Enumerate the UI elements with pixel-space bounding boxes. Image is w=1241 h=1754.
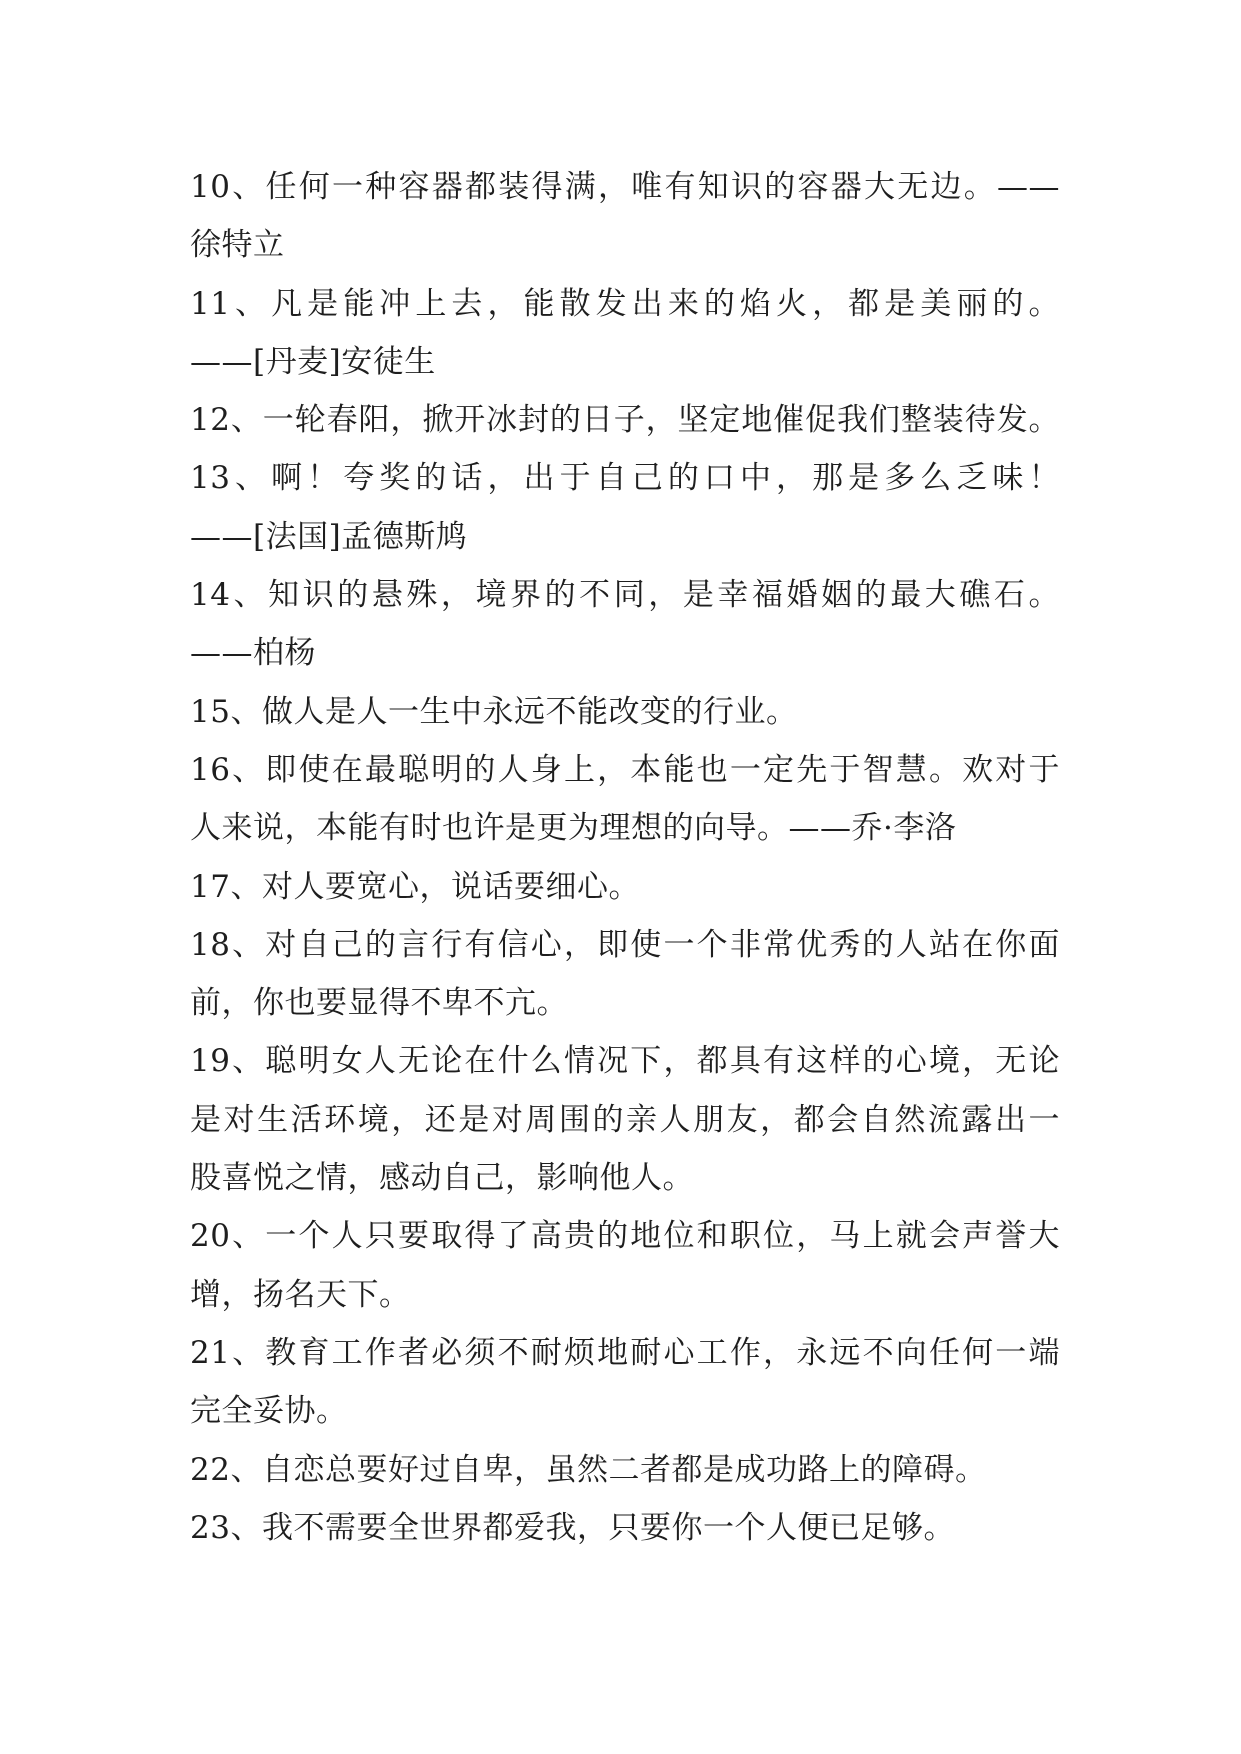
text-line-24: 23、我不需要全世界都爱我，只要你一个人便已足够。 [190, 1509, 955, 1546]
text-line-11: 16、即使在最聪明的人身上，本能也一定先于智慧。欢对于 [190, 751, 1060, 788]
text-line-20: 增，扬名天下。 [190, 1276, 411, 1313]
text-line-17: 是对生活环境，还是对周围的亲人朋友，都会自然流露出一 [190, 1101, 1060, 1138]
text-line-15: 前，你也要显得不卑不亢。 [190, 985, 568, 1022]
text-line-23: 22、自恋总要好过自卑，虽然二者都是成功路上的障碍。 [190, 1451, 987, 1488]
text-line-18: 股喜悦之情，感动自己，影响他人。 [190, 1160, 694, 1197]
text-line-6: 13、啊！夸奖的话，出于自己的口中，那是多么乏味！ [190, 460, 1060, 497]
text-line-22: 完全妥协。 [190, 1393, 348, 1430]
text-line-13: 17、对人要宽心，说话要细心。 [190, 868, 640, 905]
text-line-19: 20、一个人只要取得了高贵的地位和职位，马上就会声誉大 [190, 1218, 1060, 1255]
quote-text-block [190, 158, 1060, 1557]
text-line-21: 21、教育工作者必须不耐烦地耐心工作，永远不向任何一端 [190, 1334, 1060, 1371]
text-line-4: ——[丹麦]安徒生 [190, 343, 436, 380]
text-line-2: 徐特立 [190, 227, 285, 264]
text-line-3: 11、凡是能冲上去，能散发出来的焰火，都是美丽的。 [190, 285, 1060, 322]
text-line-5: 12、一轮春阳，掀开冰封的日子，坚定地催促我们整装待发。 [190, 402, 1060, 439]
text-line-16: 19、聪明女人无论在什么情况下，都具有这样的心境，无论 [190, 1043, 1060, 1080]
text-line-10: 15、做人是人一生中永远不能改变的行业。 [190, 693, 798, 730]
text-line-9: ——柏杨 [190, 635, 316, 672]
text-line-1: 10、任何一种容器都装得满，唯有知识的容器大无边。—— [190, 169, 1060, 205]
text-line-14: 18、对自己的言行有信心，即使一个非常优秀的人站在你面 [190, 926, 1060, 963]
text-line-7: ——[法国]孟德斯鸠 [190, 518, 468, 555]
text-line-12: 人来说，本能有时也许是更为理想的向导。——乔·李洛 [190, 810, 957, 847]
text-line-8: 14、知识的悬殊，境界的不同，是幸福婚姻的最大礁石。 [190, 577, 1060, 614]
